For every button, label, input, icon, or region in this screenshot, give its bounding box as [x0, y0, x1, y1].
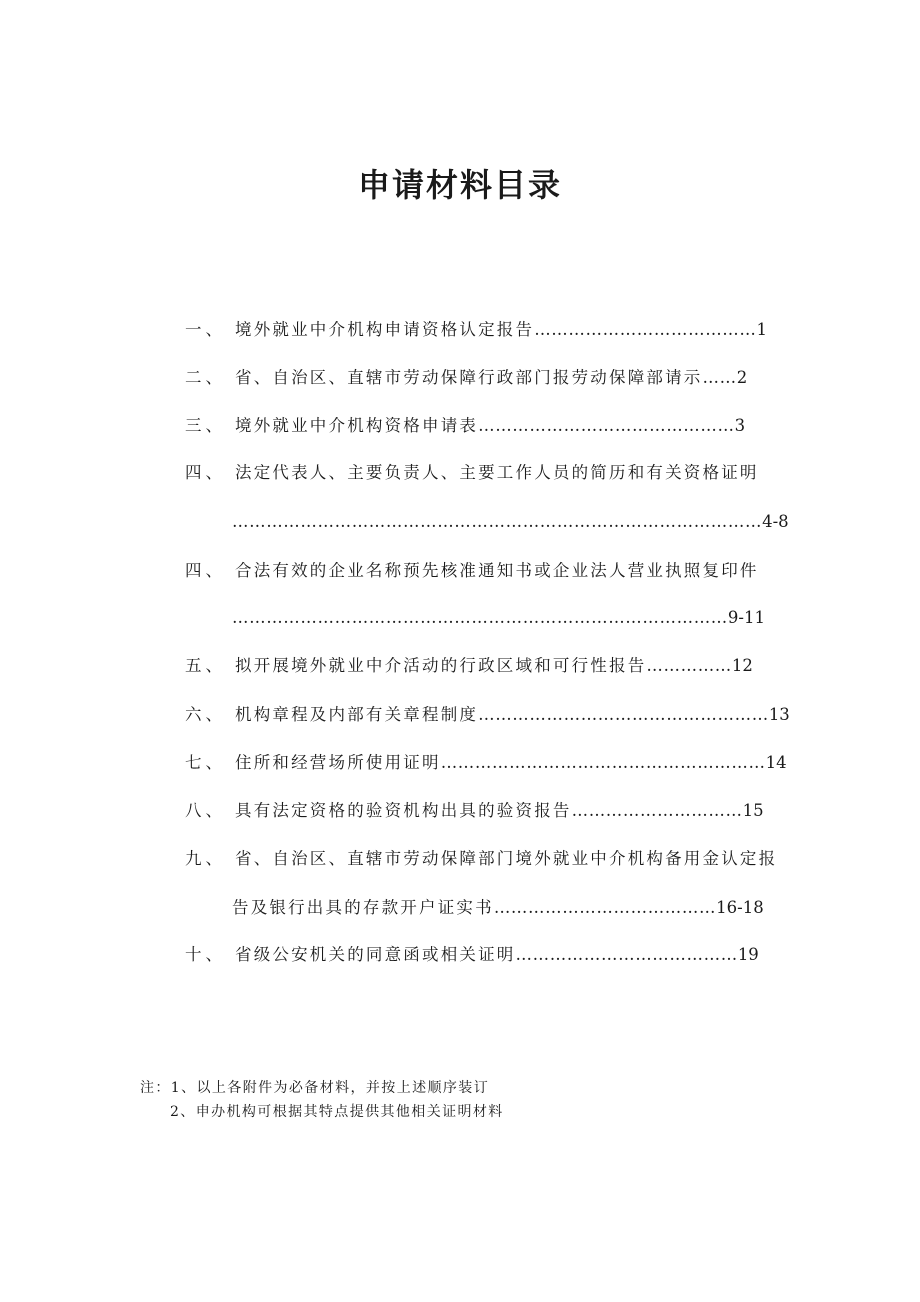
toc-page-number: 15: [742, 801, 764, 820]
page-title: 申请材料目录: [357, 166, 562, 204]
toc-page-number: 2: [736, 368, 748, 387]
toc-number: 四、: [185, 561, 226, 580]
toc-page-number: 19: [737, 945, 759, 964]
toc-leader-dots: ……………………………………………: [478, 705, 769, 724]
toc-leader-dots: ………………………………………: [478, 416, 735, 435]
toc-number: 十、: [185, 945, 226, 964]
toc-page-number: 1: [756, 320, 768, 339]
toc-number: 二、: [185, 368, 226, 387]
toc-leader-dots: ……: [702, 368, 737, 387]
toc-item-10-continuation[interactable]: [232, 896, 764, 920]
toc-leader-dots: …………………………………………………………………………………: [232, 512, 763, 531]
toc-item-10[interactable]: [185, 847, 777, 871]
note-2: 2、申办机构可根据其特点提供其他相关证明材料: [170, 1104, 504, 1120]
toc-page-number: 3: [734, 416, 746, 435]
toc-item-8[interactable]: [185, 751, 787, 775]
toc-item-2[interactable]: [185, 366, 747, 390]
toc-item-9[interactable]: [185, 799, 764, 823]
toc-text: 省级公安机关的同意函或相关证明: [235, 945, 516, 964]
toc-number: 六、: [185, 705, 226, 724]
toc-text: 机构章程及内部有关章程制度: [235, 705, 479, 724]
toc-item-4[interactable]: [185, 461, 759, 485]
note-1: 注：1、以上各附件为必备材料，并按上述顺序装订: [140, 1080, 490, 1096]
toc-item-7[interactable]: [185, 703, 790, 727]
toc-item-4-continuation[interactable]: [232, 510, 789, 534]
toc-leader-dots: …………………………………: [493, 898, 717, 917]
toc-page-number: 16-18: [716, 898, 764, 917]
toc-item-1[interactable]: [185, 318, 767, 342]
toc-number: 八、: [185, 801, 226, 820]
toc-leader-dots: ……………………………………………………………………………: [232, 608, 728, 627]
toc-text: 拟开展境外就业中介活动的行政区域和可行性报告: [235, 656, 647, 675]
toc-leader-dots: …………………………………: [515, 945, 738, 964]
toc-item-5-continuation[interactable]: [232, 606, 765, 630]
toc-text: 合法有效的企业名称预先核准通知书或企业法人营业执照复印件: [235, 561, 759, 580]
toc-leader-dots: …………………………………: [534, 320, 757, 339]
toc-number: 七、: [185, 753, 226, 772]
toc-leader-dots: …………………………: [571, 801, 743, 820]
toc-number: 一、: [185, 320, 226, 339]
toc-text: 省、自治区、直辖市劳动保障行政部门报劳动保障部请示: [235, 368, 703, 387]
toc-text: 境外就业中介机构申请资格认定报告: [235, 320, 535, 339]
toc-number: 九、: [185, 849, 226, 868]
toc-number: 三、: [185, 416, 226, 435]
toc-text: 省、自治区、直辖市劳动保障部门境外就业中介机构备用金认定报: [235, 849, 778, 868]
toc-text: 法定代表人、主要负责人、主要工作人员的简历和有关资格证明: [235, 463, 759, 482]
toc-text: 住所和经营场所使用证明: [235, 753, 441, 772]
notes-section: [140, 1076, 504, 1124]
toc-text: 境外就业中介机构资格申请表: [235, 416, 479, 435]
toc-page-number: 4-8: [762, 512, 789, 531]
toc-text: 告及银行出具的存款开户证实书: [232, 898, 494, 917]
toc-page-number: 13: [768, 705, 790, 724]
toc-leader-dots: ……………: [646, 656, 732, 675]
toc-item-11[interactable]: [185, 943, 759, 967]
toc-page-number: 9-11: [727, 608, 765, 627]
toc-page-number: 14: [765, 753, 787, 772]
toc-leader-dots: …………………………………………………: [440, 753, 766, 772]
toc-text: 具有法定资格的验资机构出具的验资报告: [235, 801, 572, 820]
toc-item-6[interactable]: [185, 654, 753, 678]
toc-item-5[interactable]: [185, 559, 759, 583]
toc-page-number: 12: [731, 656, 753, 675]
toc-number: 四、: [185, 463, 226, 482]
toc-item-3[interactable]: [185, 414, 745, 438]
toc-number: 五、: [185, 656, 226, 675]
